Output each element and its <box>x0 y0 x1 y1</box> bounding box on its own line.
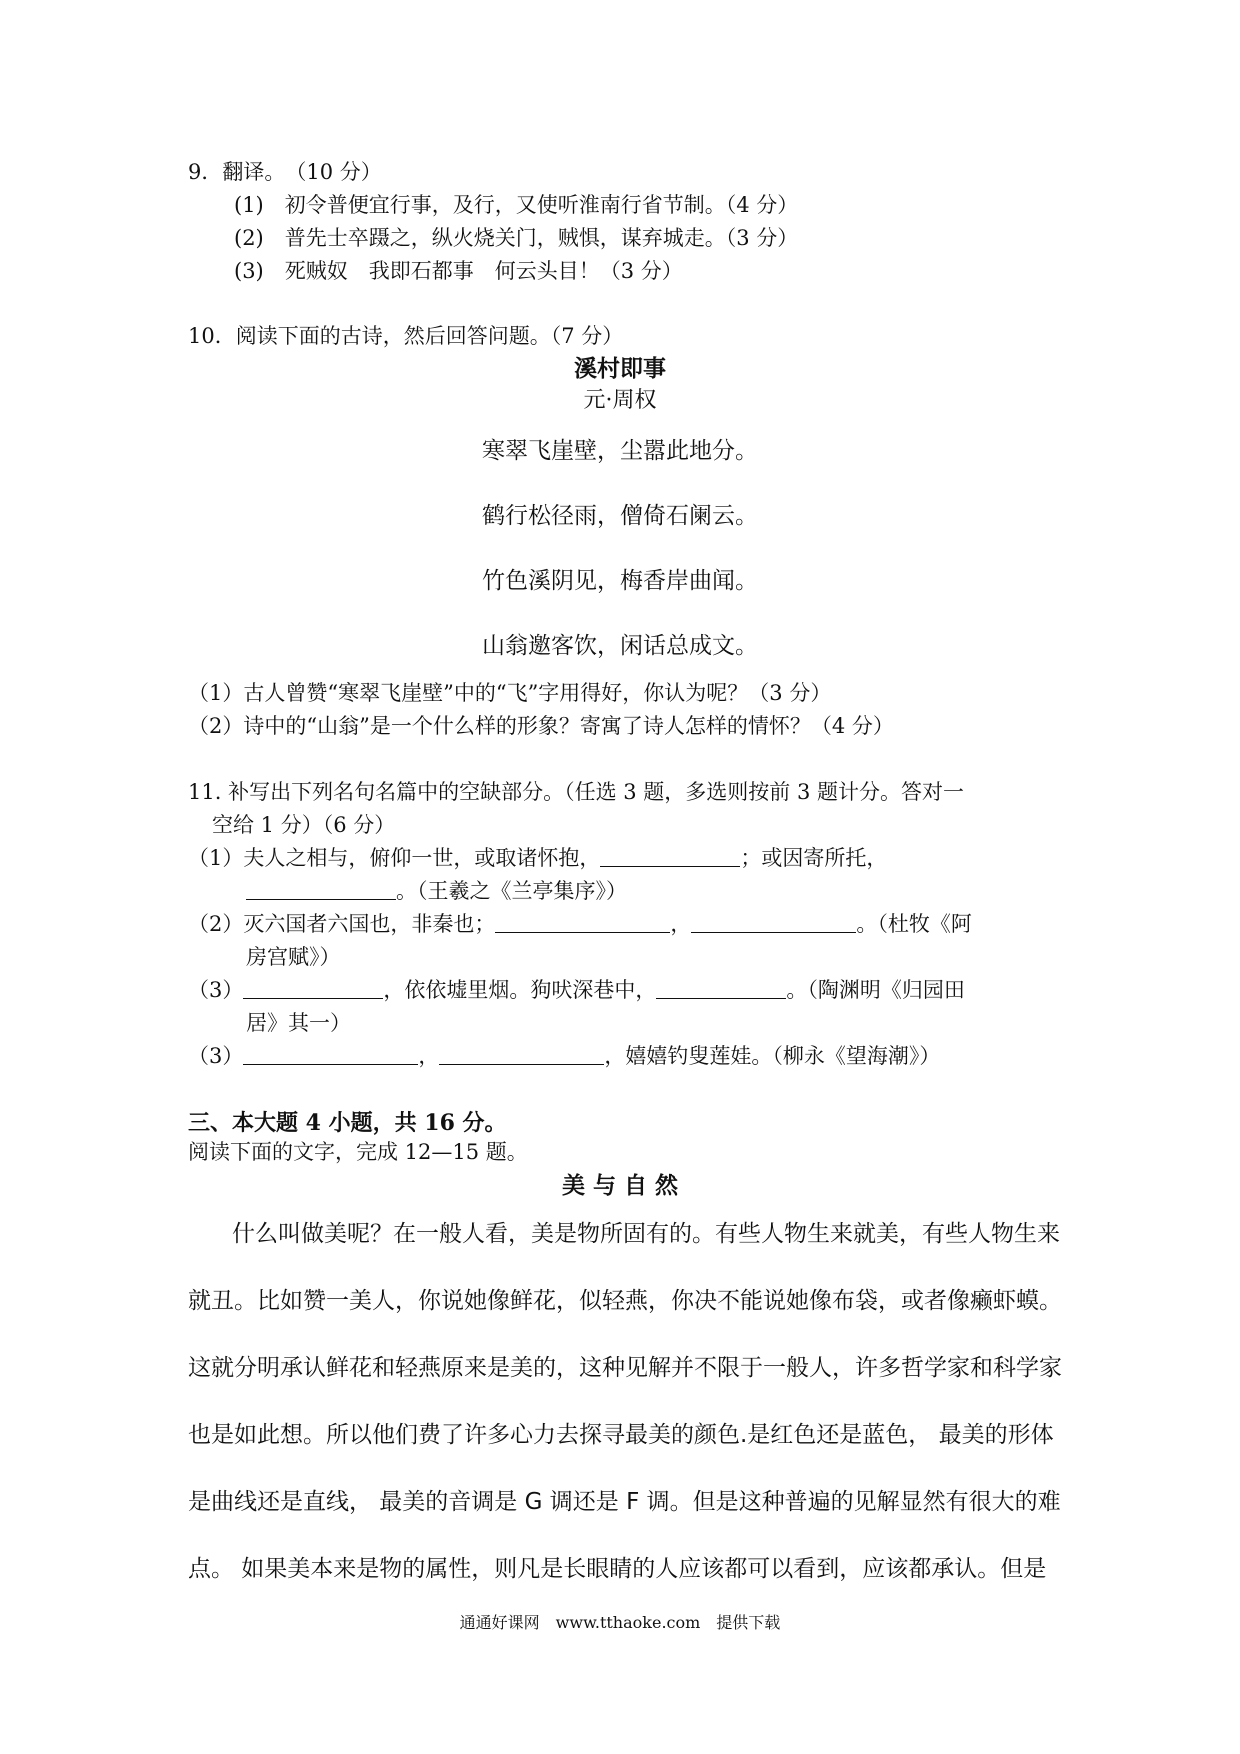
poem-title: 溪村即事 <box>574 355 666 382</box>
q9-heading: 9．翻译。 （10 分） <box>188 160 382 184</box>
q10-question-1: （1）古人曾赞“寒翠飞崖壁”中的“飞”字用得好，你认为呢？（3 分） <box>188 681 832 705</box>
q11-sentence-1-cont <box>246 875 627 905</box>
essay-line-3: 这就分明承认鲜花和轻燕原来是美的，这种见解并不限于一般人，许多哲学家和科学家 <box>188 1355 1062 1381</box>
section-3-intro: 阅读下面的文字，完成 12—15 题。 <box>188 1140 528 1164</box>
page-footer: 通通好课网 www.tthaoke.com 提供下载 <box>459 1613 781 1632</box>
poem-line-4: 山翁邀客饮，闲话总成文。 <box>482 633 758 659</box>
answer-blank[interactable] <box>439 1043 604 1065</box>
q11-s3-text-c: 。（陶渊明《归园田 <box>786 978 965 1002</box>
q11-s3-text-a: （3） <box>188 978 244 1002</box>
essay-line-4: 也是如此想。所以他们费了许多心力去探寻最美的颜色.是红色还是蓝色， 最美的形体 <box>188 1422 1054 1448</box>
q10-question-2: （2）诗中的“山翁”是一个什么样的形象？寄寓了诗人怎样的情怀？（4 分） <box>188 714 894 738</box>
answer-blank[interactable] <box>243 1043 418 1065</box>
q10-heading: 10．阅读下面的古诗，然后回答问题。（7 分） <box>188 324 624 348</box>
q11-s1-text-a: （1）夫人之相与，俯仰一世，或取诸怀抱， <box>188 846 601 870</box>
q11-heading-line-2: 空给 1 分）（6 分） <box>212 813 396 837</box>
q11-s3-text-b: ，依依墟里烟。狗吠深巷中， <box>383 978 657 1002</box>
q9-item-2: (2) 普先士卒蹑之，纵火烧关门，贼惧，谋弃城走。（3 分） <box>234 226 799 250</box>
answer-blank[interactable] <box>243 977 383 999</box>
q11-s1-text-c: 。（王羲之《兰亭集序》） <box>396 879 627 903</box>
essay-line-2: 就丑。比如赞一美人，你说她像鲜花，似轻燕，你决不能说她像布袋，或者像癞虾蟆。 <box>188 1288 1062 1314</box>
q9-item-3: (3) 死贼奴 我即石都事 何云头目！（3 分） <box>234 259 683 283</box>
q11-s3-text-d: 居》其一） <box>246 1011 351 1035</box>
poem-line-3: 竹色溪阴见，梅香岸曲闻。 <box>482 568 758 594</box>
section-3-heading: 三、本大题 4 小题，共 16 分。 <box>188 1110 507 1136</box>
answer-blank[interactable] <box>600 845 740 867</box>
poem-author: 元·周权 <box>583 388 657 413</box>
answer-blank[interactable] <box>246 878 396 900</box>
q11-s4-text-a: （3） <box>188 1044 244 1068</box>
poem-line-2: 鹤行松径雨，僧倚石阑云。 <box>482 503 758 529</box>
q11-sentence-1 <box>188 842 887 872</box>
essay-line-5: 是曲线还是直线， 最美的音调是 G 调还是 F 调。但是这种普遍的见解显然有很大的难 <box>188 1489 1061 1515</box>
essay-line-1: 什么叫做美呢？在一般人看，美是物所固有的。有些人物生来就美，有些人物生来 <box>232 1221 1060 1247</box>
essay-line-6: 点。 如果美本来是物的属性，则凡是长眼睛的人应该都可以看到，应该都承认。但是 <box>188 1556 1047 1582</box>
q11-s4-text-c: ，嬉嬉钓叟莲娃。（柳永《望海潮》） <box>604 1044 941 1068</box>
q11-sentence-2 <box>188 908 972 938</box>
q11-s2-text-c: 。（杜牧《阿 <box>856 912 972 936</box>
q9-item-1: (1) 初令普便宜行事，及行，又使听淮南行省节制。（4 分） <box>234 193 799 217</box>
q11-s4-text-b: ， <box>418 1044 440 1068</box>
answer-blank[interactable] <box>495 911 670 933</box>
q11-s1-text-b: ；或因寄所托， <box>740 846 888 870</box>
essay-title: 美 与 自 然 <box>561 1172 679 1199</box>
answer-blank[interactable] <box>691 911 856 933</box>
q11-sentence-4 <box>188 1040 940 1070</box>
q11-s2-text-a: （2）灭六国者六国也，非秦也； <box>188 912 496 936</box>
q11-s2-text-d: 房宫赋》） <box>246 945 341 969</box>
q11-heading-line-1: 11. 补写出下列名句名篇中的空缺部分。（任选 3 题，多选则按前 3 题计分。答对一 <box>188 780 964 804</box>
q11-sentence-3 <box>188 974 965 1004</box>
answer-blank[interactable] <box>656 977 786 999</box>
q11-s2-text-b: ， <box>670 912 692 936</box>
poem-line-1: 寒翠飞崖壁，尘嚣此地分。 <box>482 438 758 464</box>
